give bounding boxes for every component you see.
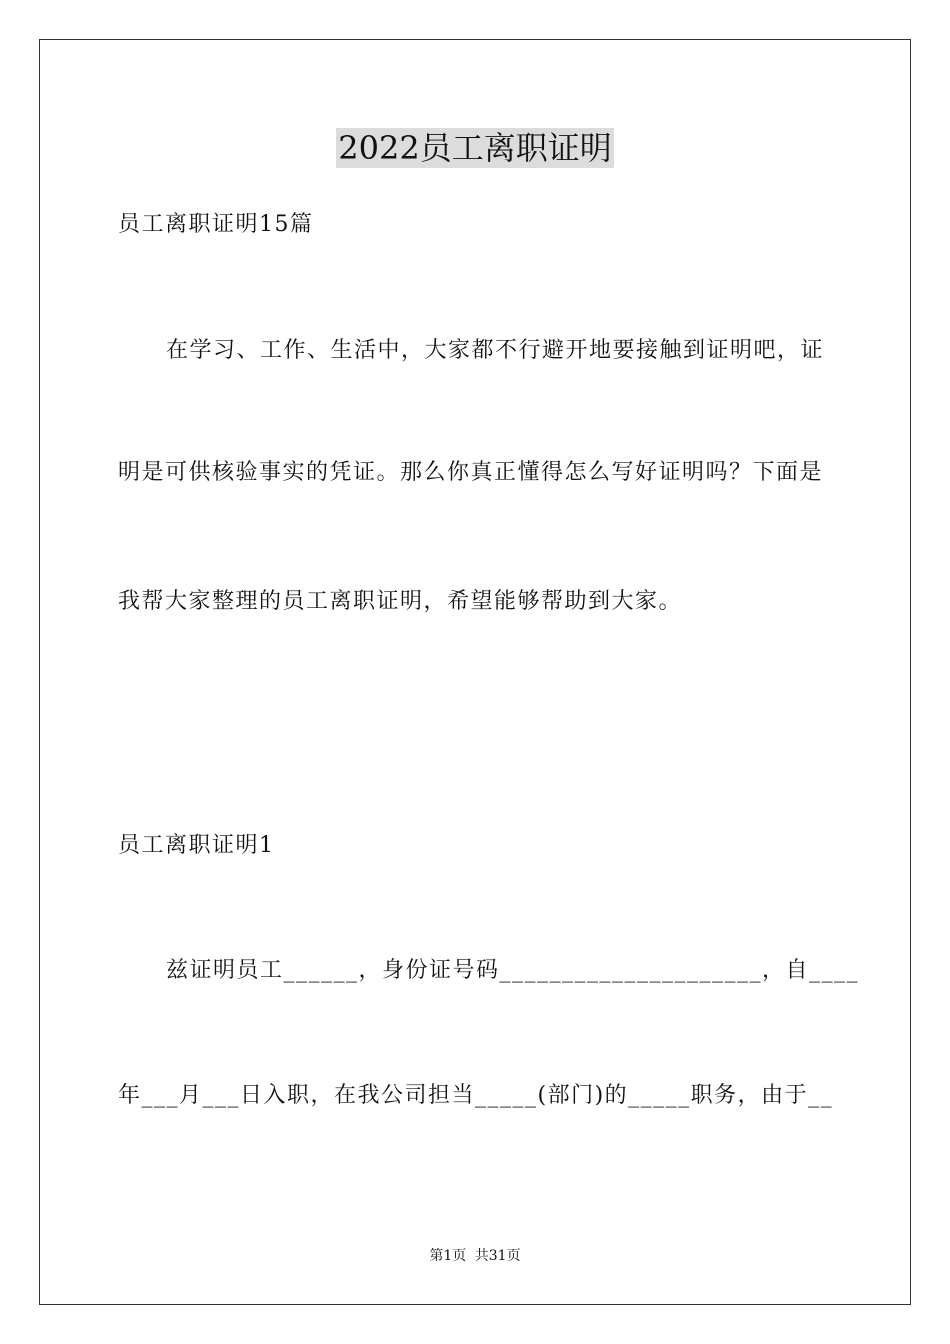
body-line-2: 年___月___日入职，在我公司担当_____(部门)的_____职务，由于__ xyxy=(118,1083,834,1108)
page-number: 第1页 xyxy=(429,1248,467,1264)
total-pages: 共31页 xyxy=(474,1248,521,1264)
intro-line-3: 我帮大家整理的员工离职证明，希望能够帮助到大家。 xyxy=(118,589,683,614)
page-footer xyxy=(0,1247,950,1265)
document-title: 2022员工离职证明 xyxy=(338,129,612,167)
title-container xyxy=(0,128,950,168)
body-line-1: 兹证明员工______，身份证号码_____________________，自____ xyxy=(166,958,860,983)
intro-line-1: 在学习、工作、生活中，大家都不行避开地要接触到证明吧，证 xyxy=(166,338,825,363)
intro-line-2: 明是可供核验事实的凭证。那么你真正懂得怎么写好证明吗？下面是 xyxy=(118,460,824,485)
document-subtitle: 员工离职证明15篇 xyxy=(118,212,314,237)
section-heading: 员工离职证明1 xyxy=(118,833,275,858)
